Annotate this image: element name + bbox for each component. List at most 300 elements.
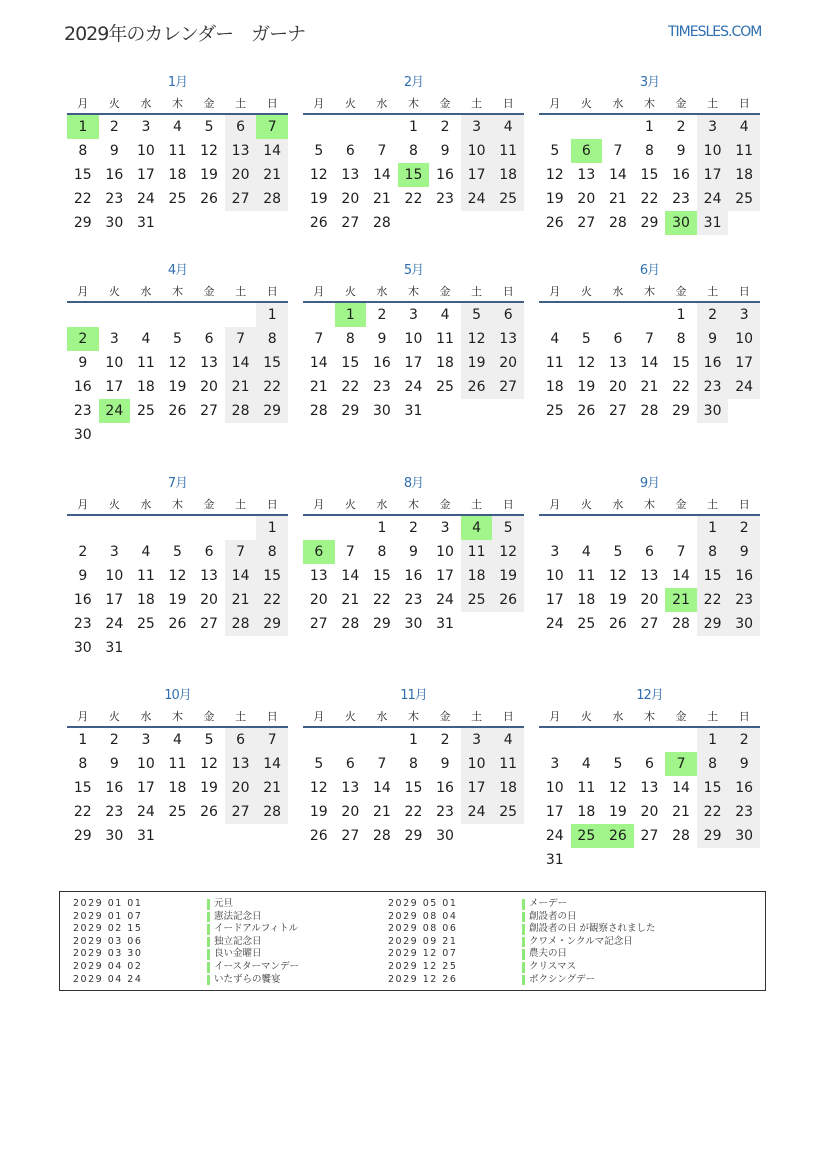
empty-day-cell (225, 515, 257, 540)
day-cell: 5 (492, 515, 524, 540)
day-cell: 21 (225, 375, 257, 399)
day-cell: 2 (440, 119, 450, 135)
day-cell: 8 (256, 327, 288, 351)
weekday-header: 土 (461, 93, 493, 114)
day-cell: 4 (550, 331, 560, 347)
holiday-date: 2029 04 02 (73, 960, 143, 972)
day-cell: 27 (640, 828, 659, 844)
week-row (303, 800, 524, 824)
week-row (67, 727, 288, 752)
empty-day-cell (335, 515, 367, 540)
day-cell: 21 (256, 776, 288, 800)
month-block (539, 686, 760, 872)
holiday-date: 2029 09 21 (388, 935, 458, 947)
week-row (67, 636, 288, 660)
day-cell: 25 (136, 403, 155, 419)
month-name: 2月 (403, 75, 424, 90)
day-cell: 21 (672, 804, 690, 820)
weekday-header: 土 (225, 93, 257, 114)
empty-day-cell (193, 515, 225, 540)
day-cell: 1 (78, 732, 88, 748)
empty-day-cell (130, 302, 162, 327)
empty-day-cell (697, 848, 729, 872)
day-cell: 6 (492, 302, 524, 327)
weekday-header: 日 (256, 281, 288, 302)
holiday-row (388, 948, 758, 961)
day-cell: 20 (640, 804, 659, 820)
day-cell: 3 (141, 732, 151, 748)
day-cell: 27 (341, 215, 360, 231)
empty-day-cell (193, 302, 225, 327)
day-cell: 3 (550, 756, 560, 772)
day-cell: 25 (461, 588, 493, 612)
day-cell: 29 (404, 828, 423, 844)
month-table (539, 494, 760, 636)
day-cell: 10 (136, 756, 155, 772)
holiday-name: 創設者の日 が観察されました (522, 924, 656, 935)
week-row (303, 564, 524, 588)
day-cell: 19 (200, 167, 218, 183)
day-cell: 15 (256, 564, 288, 588)
holiday-list (59, 891, 766, 991)
day-cell: 3 (109, 544, 119, 560)
day-cell: 6 (225, 727, 257, 752)
holiday-date: 2029 03 30 (73, 948, 143, 960)
day-cell: 22 (672, 379, 690, 395)
empty-day-cell (571, 114, 603, 139)
day-cell: 17 (105, 592, 124, 608)
holiday-day-cell: 21 (665, 588, 697, 612)
day-cell: 22 (697, 588, 729, 612)
day-cell: 28 (256, 187, 288, 211)
day-cell: 3 (550, 544, 560, 560)
day-cell: 22 (404, 804, 423, 820)
empty-day-cell (193, 824, 225, 848)
holiday-row (73, 923, 383, 936)
holiday-row (73, 936, 383, 949)
day-cell: 24 (136, 804, 155, 820)
day-cell: 28 (341, 616, 360, 632)
weekday-header: 火 (335, 494, 367, 515)
day-cell: 25 (436, 379, 454, 395)
day-cell: 27 (200, 403, 218, 419)
day-cell: 23 (73, 616, 92, 632)
week-row (539, 163, 760, 187)
day-cell: 2 (109, 732, 119, 748)
day-cell: 12 (545, 167, 564, 183)
day-cell: 4 (141, 544, 151, 560)
weekday-header: 火 (571, 706, 603, 727)
day-cell: 20 (225, 163, 257, 187)
empty-day-cell (539, 727, 571, 752)
month-table (67, 281, 288, 447)
day-cell: 5 (173, 544, 182, 560)
week-row (539, 399, 760, 423)
day-cell: 27 (225, 800, 257, 824)
day-cell: 1 (697, 727, 729, 752)
day-cell: 14 (225, 351, 257, 375)
day-cell: 5 (314, 143, 324, 159)
weekday-header: 日 (728, 706, 760, 727)
day-cell: 29 (73, 828, 92, 844)
month-table (539, 93, 760, 235)
month-block (303, 261, 524, 423)
day-cell: 14 (256, 752, 288, 776)
day-cell: 23 (728, 588, 760, 612)
month-name: 11月 (400, 688, 427, 703)
day-cell: 22 (404, 191, 423, 207)
holiday-name: メーデー (522, 899, 567, 910)
month-table (539, 281, 760, 423)
holiday-day-cell: 1 (335, 302, 367, 327)
day-cell: 17 (728, 351, 760, 375)
empty-day-cell (303, 302, 335, 327)
day-cell: 19 (168, 379, 187, 395)
holiday-date: 2029 01 07 (73, 910, 143, 922)
day-cell: 14 (672, 568, 690, 584)
day-cell: 2 (409, 520, 418, 536)
holiday-day-cell: 4 (461, 515, 493, 540)
empty-day-cell (256, 636, 288, 660)
weekday-header: 金 (665, 93, 697, 114)
holiday-name: ボクシングデー (522, 975, 595, 986)
day-cell: 13 (341, 780, 360, 796)
empty-day-cell (256, 423, 288, 447)
holiday-row (73, 911, 383, 924)
month-table (539, 706, 760, 872)
day-cell: 28 (372, 215, 391, 231)
weekday-header: 土 (225, 706, 257, 727)
weekday-header: 月 (303, 281, 335, 302)
day-cell: 17 (697, 163, 729, 187)
week-row (539, 612, 760, 636)
day-cell: 8 (377, 544, 387, 560)
day-cell: 18 (728, 163, 760, 187)
day-cell: 20 (341, 804, 360, 820)
weekday-header: 日 (492, 93, 524, 114)
week-row (67, 423, 288, 447)
day-cell: 23 (105, 191, 124, 207)
day-cell: 16 (73, 592, 92, 608)
empty-day-cell (728, 848, 760, 872)
holiday-row (73, 974, 383, 987)
day-cell: 11 (492, 752, 524, 776)
weekday-header: 金 (429, 281, 461, 302)
weekday-header: 水 (366, 494, 398, 515)
day-cell: 3 (409, 307, 418, 323)
day-cell: 24 (461, 800, 493, 824)
weekday-header: 金 (665, 281, 697, 302)
weekday-header: 火 (335, 706, 367, 727)
day-cell: 27 (225, 187, 257, 211)
day-cell: 1 (409, 732, 418, 748)
day-cell: 20 (225, 776, 257, 800)
week-row (67, 540, 288, 564)
day-cell: 10 (728, 327, 760, 351)
day-cell: 9 (78, 355, 88, 371)
week-row (303, 612, 524, 636)
day-cell: 5 (314, 756, 324, 772)
day-cell: 9 (440, 143, 450, 159)
day-cell: 1 (256, 515, 288, 540)
weekday-header: 月 (303, 93, 335, 114)
empty-day-cell (130, 515, 162, 540)
day-cell: 20 (640, 592, 659, 608)
day-cell: 8 (256, 540, 288, 564)
week-row (303, 327, 524, 351)
week-row (67, 211, 288, 235)
weekday-header: 火 (99, 706, 131, 727)
day-cell: 25 (577, 616, 596, 632)
day-cell: 2 (78, 544, 88, 560)
holiday-row (388, 974, 758, 987)
day-cell: 5 (581, 331, 591, 347)
empty-day-cell (571, 848, 603, 872)
day-cell: 19 (168, 592, 187, 608)
empty-day-cell (225, 636, 257, 660)
day-cell: 12 (492, 540, 524, 564)
day-cell: 2 (676, 119, 686, 135)
day-cell: 5 (461, 302, 493, 327)
empty-day-cell (634, 727, 666, 752)
weekday-header: 月 (67, 281, 99, 302)
day-cell: 14 (608, 167, 627, 183)
week-row (539, 139, 760, 163)
empty-day-cell (461, 612, 493, 636)
day-cell: 15 (640, 167, 659, 183)
day-cell: 29 (640, 215, 659, 231)
day-cell: 20 (309, 592, 328, 608)
day-cell: 1 (676, 307, 686, 323)
day-cell: 17 (404, 355, 423, 371)
day-cell: 15 (372, 568, 391, 584)
weekday-header: 火 (335, 281, 367, 302)
day-cell: 1 (409, 119, 418, 135)
day-cell: 9 (728, 752, 760, 776)
weekday-header: 木 (398, 494, 430, 515)
day-cell: 15 (697, 564, 729, 588)
holiday-day-cell: 15 (398, 163, 430, 187)
month-table (303, 494, 524, 636)
holiday-name: クワメ・ンクルマ記念日 (522, 937, 633, 948)
day-cell: 25 (728, 187, 760, 211)
day-cell: 16 (105, 780, 124, 796)
empty-day-cell (602, 727, 634, 752)
weekday-header: 水 (366, 281, 398, 302)
site-logo[interactable]: TIMESLES.COM (668, 24, 762, 40)
month-block (67, 686, 288, 848)
day-cell: 23 (73, 403, 92, 419)
month-table (67, 93, 288, 235)
day-cell: 29 (341, 403, 360, 419)
day-cell: 30 (105, 828, 124, 844)
week-row (539, 211, 760, 235)
day-cell: 31 (136, 828, 155, 844)
empty-day-cell (256, 824, 288, 848)
week-row (303, 163, 524, 187)
day-cell: 23 (436, 804, 454, 820)
day-cell: 23 (436, 191, 454, 207)
weekday-header: 月 (539, 93, 571, 114)
day-cell: 20 (492, 351, 524, 375)
holiday-day-cell: 24 (99, 399, 131, 423)
weekday-header: 水 (602, 494, 634, 515)
weekday-header: 月 (303, 706, 335, 727)
week-row (67, 515, 288, 540)
empty-day-cell (602, 114, 634, 139)
empty-day-cell (366, 114, 398, 139)
week-row (67, 163, 288, 187)
day-cell: 29 (256, 399, 288, 423)
week-row (303, 139, 524, 163)
day-cell: 18 (168, 167, 187, 183)
day-cell: 16 (728, 564, 760, 588)
empty-day-cell (539, 515, 571, 540)
day-cell: 22 (640, 191, 659, 207)
empty-day-cell (634, 515, 666, 540)
day-cell: 19 (545, 191, 564, 207)
day-cell: 18 (136, 379, 155, 395)
holiday-date: 2029 03 06 (73, 935, 143, 947)
empty-day-cell (461, 211, 493, 235)
weekday-header: 水 (130, 93, 162, 114)
day-cell: 1 (256, 302, 288, 327)
weekday-header: 木 (634, 706, 666, 727)
day-cell: 2 (728, 727, 760, 752)
day-cell: 27 (577, 215, 596, 231)
day-cell: 14 (640, 355, 659, 371)
day-cell: 25 (168, 191, 187, 207)
day-cell: 9 (377, 331, 387, 347)
day-cell: 26 (577, 403, 596, 419)
day-cell: 11 (492, 139, 524, 163)
day-cell: 24 (545, 828, 564, 844)
day-cell: 16 (372, 355, 391, 371)
weekday-header: 水 (602, 93, 634, 114)
month-block (539, 261, 760, 423)
empty-day-cell (256, 211, 288, 235)
weekday-header: 金 (193, 93, 225, 114)
day-cell: 12 (200, 143, 218, 159)
day-cell: 16 (672, 167, 690, 183)
month-name: 7月 (167, 476, 188, 491)
day-cell: 14 (256, 139, 288, 163)
holiday-day-cell: 1 (67, 114, 99, 139)
empty-day-cell (335, 727, 367, 752)
day-cell: 19 (608, 592, 627, 608)
holiday-name: 独立記念日 (207, 937, 262, 948)
holiday-name: 元旦 (207, 899, 233, 910)
day-cell: 28 (640, 403, 659, 419)
empty-day-cell (571, 515, 603, 540)
empty-day-cell (539, 114, 571, 139)
month-name: 5月 (403, 263, 424, 278)
day-cell: 11 (168, 756, 187, 772)
day-cell: 6 (225, 114, 257, 139)
month-block (539, 73, 760, 235)
week-row (67, 114, 288, 139)
weekday-header: 土 (461, 494, 493, 515)
day-cell: 4 (141, 331, 151, 347)
day-cell: 20 (341, 191, 360, 207)
day-cell: 15 (672, 355, 690, 371)
day-cell: 4 (581, 544, 591, 560)
day-cell: 5 (613, 544, 623, 560)
week-row (67, 302, 288, 327)
day-cell: 18 (577, 592, 596, 608)
day-cell: 11 (577, 780, 596, 796)
day-cell: 31 (404, 403, 423, 419)
weekday-header: 月 (67, 93, 99, 114)
day-cell: 30 (404, 616, 423, 632)
day-cell: 6 (645, 544, 654, 560)
week-row (303, 588, 524, 612)
day-cell: 12 (608, 780, 627, 796)
day-cell: 4 (492, 727, 524, 752)
empty-day-cell (634, 302, 666, 327)
day-cell: 7 (377, 756, 387, 772)
day-cell: 10 (436, 544, 454, 560)
empty-day-cell (539, 302, 571, 327)
day-cell: 4 (492, 114, 524, 139)
day-cell: 3 (109, 331, 119, 347)
day-cell: 8 (645, 143, 654, 159)
day-cell: 20 (577, 191, 596, 207)
day-cell: 14 (672, 780, 690, 796)
day-cell: 7 (256, 727, 288, 752)
day-cell: 7 (225, 327, 257, 351)
empty-day-cell (130, 423, 162, 447)
weekday-header: 木 (634, 494, 666, 515)
day-cell: 13 (492, 327, 524, 351)
empty-day-cell (162, 824, 194, 848)
day-cell: 8 (409, 143, 418, 159)
empty-day-cell (225, 423, 257, 447)
day-cell: 17 (461, 163, 493, 187)
empty-day-cell (303, 114, 335, 139)
day-cell: 12 (168, 568, 187, 584)
day-cell: 13 (640, 780, 659, 796)
week-row (303, 824, 524, 848)
day-cell: 14 (372, 780, 391, 796)
day-cell: 18 (545, 379, 564, 395)
day-cell: 29 (372, 616, 391, 632)
week-row (303, 399, 524, 423)
empty-day-cell (571, 727, 603, 752)
day-cell: 2 (697, 302, 729, 327)
day-cell: 21 (640, 379, 659, 395)
empty-day-cell (162, 636, 194, 660)
day-cell: 21 (256, 163, 288, 187)
day-cell: 29 (73, 215, 92, 231)
holiday-date: 2029 12 25 (388, 960, 458, 972)
day-cell: 24 (728, 375, 760, 399)
week-row (67, 824, 288, 848)
week-row (539, 114, 760, 139)
month-name: 1月 (167, 75, 188, 90)
holiday-name: 憲法記念日 (207, 912, 262, 923)
month-name: 6月 (639, 263, 660, 278)
day-cell: 4 (581, 756, 591, 772)
day-cell: 30 (73, 640, 92, 656)
week-row (539, 564, 760, 588)
day-cell: 30 (436, 828, 454, 844)
day-cell: 29 (697, 612, 729, 636)
day-cell: 3 (461, 727, 493, 752)
day-cell: 1 (377, 520, 387, 536)
weekday-header: 月 (539, 494, 571, 515)
day-cell: 11 (728, 139, 760, 163)
